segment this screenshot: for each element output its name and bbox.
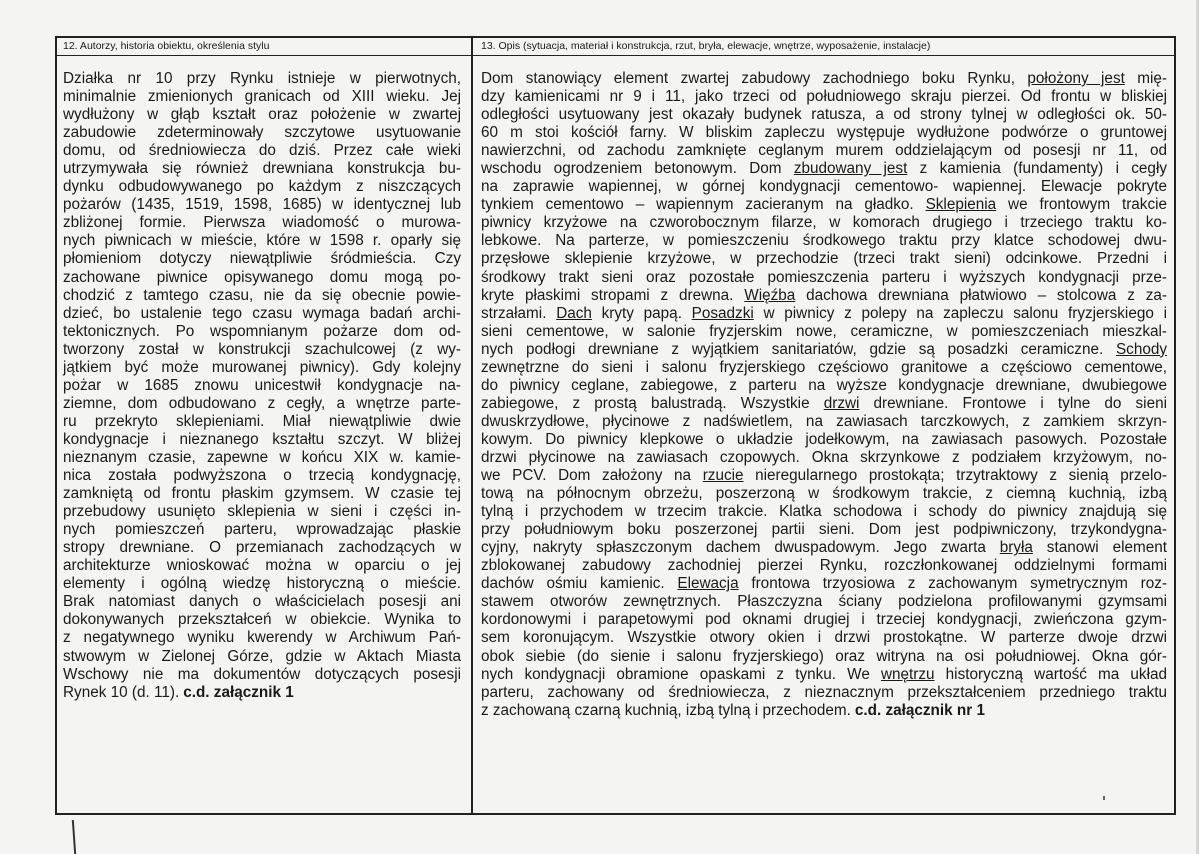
description-line: przęsłowe sklepienie krzyżowe, w przechodzie (trzeci trakt sieni) odcinkowe. Przedni i bbox=[481, 250, 1167, 268]
history-line: nych piwnicach w mieście, które w 1598 r. oparły się bbox=[63, 232, 461, 250]
description-line: zewnętrzne do sieni i salonu fryzjerskiego częściowo granitowe a częściowo cementowe, bbox=[481, 358, 1167, 376]
history-line: Brak natomiast danych o właścicielach posesji ani bbox=[63, 593, 461, 611]
description-line: Dom stanowiący element zwartej zabudowy zachodniego boku Rynku, położony jest mię- bbox=[481, 70, 1167, 87]
underlined-term: bryła bbox=[999, 539, 1033, 557]
description-line: lebkowe. Na parterze, w pomieszczeniu środkowego traktu przy klatce schodowej dwu- bbox=[481, 232, 1167, 250]
section-12-header: 12. Autorzy, historia obiektu, określenia stylu bbox=[63, 40, 270, 52]
description-line: dzy kamienicami nr 9 i 11, jako trzeci od południowego skraju pierzei. Od frontu w bliskiej bbox=[481, 88, 1167, 106]
description-line: sem koronującym. Wszystkie otwory okien i drzwi prostokątne. W parterze dwoje drzwi bbox=[481, 629, 1167, 647]
description-line: odległości usytuowany jest okazały budynek ratusza, a od strony tylnej w odległości ok. 50- bbox=[481, 106, 1167, 124]
description-line: tynkiem cementowo – wapiennym zacieranym na gładko. Sklepienia we frontowym trakcie bbox=[481, 196, 1167, 214]
description-line: nych kondygnacji obramione opaskami z tynku. We wnętrzu historyczną wartość ma układ bbox=[481, 665, 1167, 683]
history-line: kondygnacje i nieznanego kształtu szczyt. W bliżej bbox=[63, 430, 461, 448]
description-line: kordonowymi i parapetowymi pod oknami drugiej i trzeciej kondygnacji, zwieńczona gzym- bbox=[481, 611, 1167, 629]
description-line: nych podłogi drewniane z wyjątkiem sanitariatów, gdzie są posadzki ceramiczne. Schody bbox=[481, 340, 1167, 358]
description-line: tylną i przychodem w trzecim trakcie. Klatka schodowa i schody do piwnicy znajdują się bbox=[481, 503, 1167, 521]
section-13-header: 13. Opis (sytuacja, materiał i konstrukcja, rzut, bryła, elewacje, wnętrze, wyposażenie, instalacje) bbox=[481, 40, 931, 52]
history-line: minimalnie zmienionych granicach od XIII wieku. Jej bbox=[63, 88, 461, 106]
history-text-column bbox=[63, 70, 461, 702]
history-line: zbliżonej formie. Pierwsza wiadomość o murowa- bbox=[63, 214, 461, 232]
history-line: nych pomieszczeń parteru, wprowadzając płaskie bbox=[63, 521, 461, 539]
description-line: do piwnicy ceglane, zabiegowe, z parteru na wyższe kondygnacje drewniane, dwubiegowe bbox=[481, 376, 1167, 394]
history-line: domu, od średniowiecza do dziś. Przez całe wieki bbox=[63, 142, 461, 160]
history-line: tworzony został w konstrukcji szachulcowej (z wy- bbox=[63, 340, 461, 358]
history-line: zachowane piwnice opisywanego domu mogą po- bbox=[63, 268, 461, 286]
description-line: obok siebie (do sienie i salonu fryzjerskiego) oraz witryna na osi południowej. Okna gór- bbox=[481, 647, 1167, 665]
history-line: utrzymywała się również drewniana konstrukcja bu- bbox=[63, 160, 461, 178]
description-line: środkowy trakt sieni oraz pozostałe pomieszczenia parteru i wyższych kondygnacji prze- bbox=[481, 268, 1167, 286]
description-line: przy południowym boku poszerzonej partii sieni. Dom jest podpiwniczony, trzykondygna- bbox=[481, 521, 1167, 539]
history-line: stwowym w Zielonej Górze, gdzie w Aktach Miasta bbox=[63, 647, 461, 665]
left-header-rule bbox=[55, 55, 472, 56]
history-line: dzieć, bo ustalenie tego czasu wymaga badań archi- bbox=[63, 304, 461, 322]
history-line: jątkiem być może murowanej piwnicy). Gdy kolejny bbox=[63, 358, 461, 376]
underlined-term: Sklepienia bbox=[925, 196, 997, 214]
description-line: wschodu ogrodzeniem betonowym. Dom zbudowany jest z kamienia (fundamenty) i cegły bbox=[481, 160, 1167, 178]
history-line: pożar w 1685 znowu unicestwił kondygnacje na- bbox=[63, 376, 461, 394]
description-line: zblokowanej zabudowy zachodniej pierzei Rynku, rozczłonkowanej oddzielnymi formami bbox=[481, 557, 1167, 575]
history-line: Rynek 10 (d. 11). c.d. załącznik 1 bbox=[63, 683, 294, 701]
history-line: ru przekryto sklepieniami. Miał niewątpliwie dwie bbox=[63, 412, 461, 430]
history-line: zabudowie zdeterminowały szczytowe usytuowanie bbox=[63, 124, 461, 142]
description-line: cyjny, nakryty spłaszczonym dachem dwuspadowym. Jego zwarta bryła stanowi element bbox=[481, 539, 1168, 557]
column-divider bbox=[471, 36, 473, 815]
history-line: tektonicznych. Po wspomnianym pożarze dom od- bbox=[63, 322, 461, 340]
description-line: sieni cementowe, w salonie fryzjerskim nowe, ceramiczne, w pomieszczeniach mieszkal- bbox=[481, 322, 1167, 340]
description-line: kowym. Do piwnicy klepkowe o układzie jodełkowym, na zawiasach pasowych. Pozostałe bbox=[481, 430, 1167, 448]
history-line: zamkniętą od frontu płaskim gzymsem. W czasie tej bbox=[63, 485, 461, 503]
scan-speck bbox=[1103, 796, 1105, 800]
underlined-term: Schody bbox=[1115, 340, 1167, 358]
history-line: płomieniom dotyczy niewątpliwie śródmieścia. Czy bbox=[63, 250, 461, 268]
description-line: we PCV. Dom założony na rzucie nieregularnego prostokąta; trzytraktowy z sienią przelo- bbox=[481, 467, 1168, 485]
underlined-term: rzucie bbox=[702, 467, 744, 485]
description-line: piwnicy krzyżowe na czworobocznym filarze, w komorach drugiego i trzeciego traktu ko- bbox=[481, 214, 1167, 232]
underlined-term: Dach bbox=[556, 304, 592, 322]
description-line: dachów ośmiu kamienic. Elewacja frontowa trzyosiowa z zachowanym symetrycznym roz- bbox=[481, 575, 1167, 593]
history-line: z negatywnego wyniku kwerendy w Archiwum Pań- bbox=[63, 629, 461, 647]
description-line: dwuskrzydłowe, płycinowe z nadświetlem, na zawiasach tarczkowych, z zamkiem skrzyn- bbox=[481, 412, 1167, 430]
history-line: pożarów (1435, 1519, 1598, 1685) w identycznej lub bbox=[63, 196, 461, 214]
history-line: elementy i ogólną wiedzę historyczną o mieście. bbox=[63, 575, 461, 593]
right-header-rule bbox=[473, 55, 1176, 56]
description-line: kryte płaskimi stropami z drewna. Więźba dachowa drewniana płatwiowo – stolcowa z za- bbox=[481, 286, 1167, 304]
description-line: tową na północnym obrzeżu, poszerzoną w środkowym trakcie, z ciemną kuchnią, izbą bbox=[481, 485, 1167, 503]
description-line: drzwi płycinowe na zawiasach czopowych. Okna skrzynkowe z podziałem krzyżowym, no- bbox=[481, 448, 1167, 466]
description-line: stawem otworów zewnętrznych. Płaszczyzna ściany podzielona profilowanymi gzymsami bbox=[481, 593, 1167, 611]
history-line: przebudowy usunięto sklepienia w sieni i części in- bbox=[63, 503, 461, 521]
underlined-term: wnętrzu bbox=[880, 665, 935, 683]
history-line: chodzić z tamtego czasu, nie da się obecnie powie- bbox=[63, 286, 461, 304]
underlined-term: Posadzki bbox=[691, 304, 754, 322]
history-line: ziemne, dom odbudowano z cegły, a wnętrze parte- bbox=[63, 394, 461, 412]
underlined-term: Więźba bbox=[744, 286, 796, 304]
description-line: zabiegowe, z prostą balustradą. Wszystkie drzwi drewniane. Frontowe i tylne do sieni bbox=[481, 394, 1167, 412]
description-text-column bbox=[481, 70, 1167, 720]
underlined-term: Elewacja bbox=[677, 575, 739, 593]
description-continuation-note: c.d. załącznik nr 1 bbox=[854, 701, 985, 719]
description-line: nawierzchni, od zachodu zamknięte ceglanym murem oddzielającym od posesji nr 11, od bbox=[481, 142, 1167, 160]
description-line: na zaprawie wapiennej, w górnej kondygnacji cementowo- wapiennej. Elewacje pokryte bbox=[481, 178, 1167, 196]
history-line: dynku odbudowywanego po każdym z niszczących bbox=[63, 178, 461, 196]
history-line: nieznanym czasie, zapewne w końcu XIX w. kamie- bbox=[63, 448, 461, 466]
underlined-term: położony jest bbox=[1027, 70, 1125, 87]
underlined-term: drzwi bbox=[823, 394, 860, 412]
description-line: z zachowaną czarną kuchnią, izbą tylną i przechodem. c.d. załącznik nr 1 bbox=[481, 701, 985, 719]
history-continuation-note: c.d. załącznik 1 bbox=[183, 683, 294, 701]
history-line: wydłużony w głąb kształt oraz położenie w zwartej bbox=[63, 106, 461, 124]
history-line: dokonywanych przekształceń w obiekcie. Wynika to bbox=[63, 611, 461, 629]
history-line: Działka nr 10 przy Rynku istnieje w pierwotnych, bbox=[63, 70, 461, 87]
underlined-term: zbudowany jest bbox=[793, 160, 908, 178]
description-line: parteru, zachowany od średniowiecza, z nieznacznym przekształceniem przedniego traktu bbox=[481, 683, 1167, 701]
description-line: 60 m stoi kościół farny. W bliskim zapleczu występuje wydłużone podwórze o gruntowej bbox=[481, 124, 1167, 142]
description-line: strzałami. Dach kryty papą. Posadzki w piwnicy z polepy na zapleczu salonu fryzjerskiego i bbox=[481, 304, 1167, 322]
history-line: nica została podwyższona o trzecią kondygnację, bbox=[63, 467, 461, 485]
pen-mark bbox=[72, 820, 76, 854]
history-line: stropy drewniane. O przemianach zachodzących w bbox=[63, 539, 461, 557]
history-line: architekturze wnioskować można w oparciu o jej bbox=[63, 557, 461, 575]
history-line: Wschowy nie ma dokumentów dotyczących posesji bbox=[63, 665, 461, 683]
